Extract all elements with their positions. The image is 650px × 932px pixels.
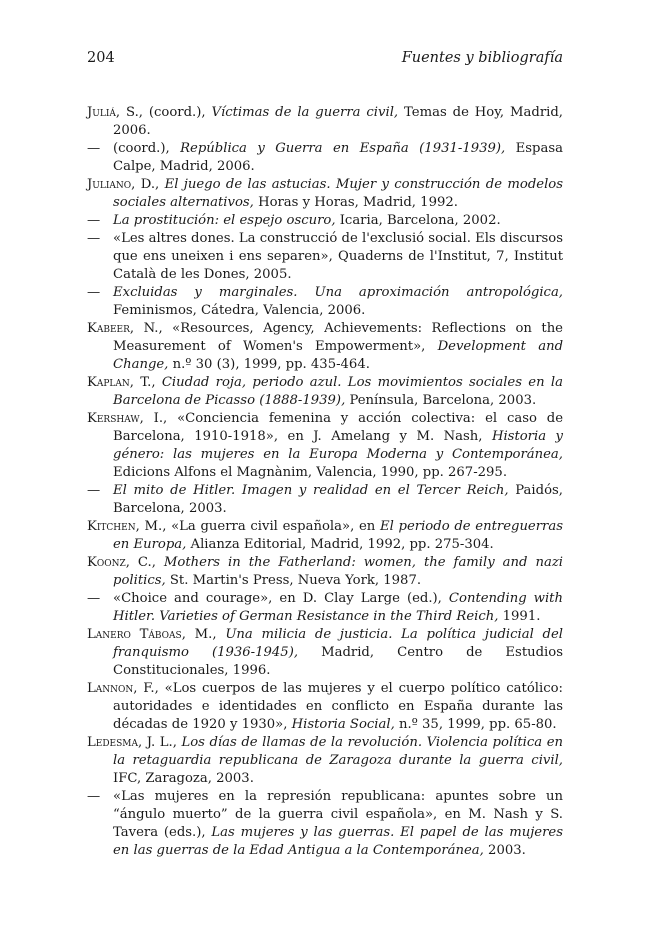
work-title: República y Guerra en España (1931-1939), xyxy=(180,141,506,156)
author-name: Lannon xyxy=(87,681,134,696)
author-name: Koonz xyxy=(87,555,126,570)
author-name: Kitchen xyxy=(87,519,136,534)
running-header xyxy=(87,50,563,66)
author-name: Kaplan xyxy=(87,375,130,390)
work-title: La prostitución: el espejo oscuro, xyxy=(113,213,336,228)
author-name: Juliá xyxy=(87,105,116,120)
bibliography-list xyxy=(87,104,563,860)
bib-entry: Kaplan, T., Ciudad roja, periodo azul. Los movimientos sociales en la Barcelona de Picasso (1888-1939), Península, Barcelona, 2003. xyxy=(87,375,563,408)
ditto-dash: — xyxy=(87,483,101,498)
ditto-dash: — xyxy=(87,213,101,228)
work-title: Development and Change, xyxy=(113,339,564,372)
bib-entry: Kershaw, I., «Conciencia femenina y acción colectiva: el caso de Barcelona, 1910-1918», en J. Amelang y M. Nash, Historia y género: las mujeres en la Europa Moderna y Contemporánea, Edicions Alfons el Magnànim, Valencia, 1990, pp. 267-295. xyxy=(87,411,563,480)
work-title: Los días de llamas de la revolución. Violencia política en la retaguardia republicana de Zaragoza durante la guerra civil, xyxy=(113,735,563,768)
ditto-dash: — xyxy=(87,591,101,606)
bib-entry: — La prostitución: el espejo oscuro, Icaria, Barcelona, 2002. xyxy=(87,213,501,228)
bib-entry: Koonz, C., Mothers in the Fatherland: women, the family and nazi politics, St. Martin's Press, Nueva York, 1987. xyxy=(87,555,563,588)
bib-entry: — (coord.), República y Guerra en España (1931-1939), Espasa Calpe, Madrid, 2006. xyxy=(87,141,563,174)
bib-entry: Kitchen, M., «La guerra civil española», en El periodo de entreguerras en Europa, Alianza Editorial, Madrid, 1992, pp. 275-304. xyxy=(87,519,563,552)
work-title: El periodo de entreguerras en Europa, xyxy=(113,519,563,552)
bib-entry: — «Las mujeres en la represión republicana: apuntes sobre un “ángulo muerto” de la guerra civil española», en M. Nash y S. Tavera (eds.), Las mujeres y las guerras. El papel de las mujeres en las guerras de la Edad Antigua a la Contemporánea, 2003. xyxy=(87,789,563,858)
bib-entry: Ledesma, J. L., Los días de llamas de la revolución. Violencia política en la retaguardia republicana de Zaragoza durante la guerra civil, IFC, Zaragoza, 2003. xyxy=(87,735,563,786)
ditto-dash: — xyxy=(87,231,101,246)
author-name: Juliano xyxy=(87,177,132,192)
work-title: Las mujeres y las guerras. El papel de las mujeres en las guerras de la Edad Antigua a la Contemporánea, xyxy=(113,825,563,858)
bib-entry: — «Choice and courage», en D. Clay Large (ed.), Contending with Hitler. Varieties of German Resistance in the Third Reich, 1991. xyxy=(87,591,563,624)
page-number: 204 xyxy=(87,50,115,66)
work-title: Una milicia de justicia. La política judicial del franquismo (1936-1945), xyxy=(113,627,563,660)
work-title: Historia Social, xyxy=(291,717,395,732)
ditto-dash: — xyxy=(87,285,101,300)
work-title: Contending with Hitler. Varieties of German Resistance in the Third Reich, xyxy=(113,591,563,624)
bib-entry: — «Les altres dones. La construcció de l'exclusió social. Els discursos que ens uneixen i ens separen», Quaderns de l'Institut, 7, Institut Català de les Dones, 2005. xyxy=(87,231,563,282)
section-title: Fuentes y bibliografía xyxy=(401,50,563,66)
work-title: Mothers in the Fatherland: women, the family and nazi politics, xyxy=(113,555,563,588)
author-name: Lanero Táboas xyxy=(87,627,182,642)
bib-entry: Kabeer, N., «Resources, Agency, Achievements: Reflections on the Measurement of Women's Empowerment», Development and Change, n.º 30 (3), 1999, pp. 435-464. xyxy=(87,321,564,372)
work-title: Ciudad roja, periodo azul. Los movimientos sociales en la Barcelona de Picasso (1888-1939), xyxy=(113,375,563,408)
bib-entry: — El mito de Hitler. Imagen y realidad en el Tercer Reich, Paidós, Barcelona, 2003. xyxy=(87,483,563,516)
bib-entry: Juliano, D., El juego de las astucias. Mujer y construcción de modelos sociales alternativos, Horas y Horas, Madrid, 1992. xyxy=(87,177,563,210)
bib-entry: Lannon, F., «Los cuerpos de las mujeres y el cuerpo político católico: autoridades e identidades en conflicto en España durante las décadas de 1920 y 1930», Historia Social, n.º 35, 1999, pp. 65-80. xyxy=(87,681,563,732)
author-name: Kershaw xyxy=(87,411,140,426)
ditto-dash: — xyxy=(87,141,101,156)
work-title: El mito de Hitler. Imagen y realidad en el Tercer Reich, xyxy=(113,483,509,498)
bib-entry: Juliá, S., (coord.), Víctimas de la guerra civil, Temas de Hoy, Madrid, 2006. xyxy=(87,105,563,138)
author-name: Kabeer xyxy=(87,321,130,336)
ditto-dash: — xyxy=(87,789,101,804)
work-title: Historia y género: las mujeres en la Europa Moderna y Contemporánea, xyxy=(113,429,563,462)
author-name: Ledesma xyxy=(87,735,138,750)
work-title: Víctimas de la guerra civil, xyxy=(211,105,399,120)
work-title: El juego de las astucias. Mujer y construcción de modelos sociales alternativos, xyxy=(113,177,563,210)
bib-entry: Lanero Táboas, M., Una milicia de justicia. La política judicial del franquismo (1936-1945), Madrid, Centro de Estudios Constitucionales, 1996. xyxy=(87,627,563,678)
bib-entry: — Excluidas y marginales. Una aproximación antropológica, Feminismos, Cátedra, Valencia, 2006. xyxy=(87,285,563,318)
work-title: Excluidas y marginales. Una aproximación antropológica, xyxy=(113,285,563,300)
